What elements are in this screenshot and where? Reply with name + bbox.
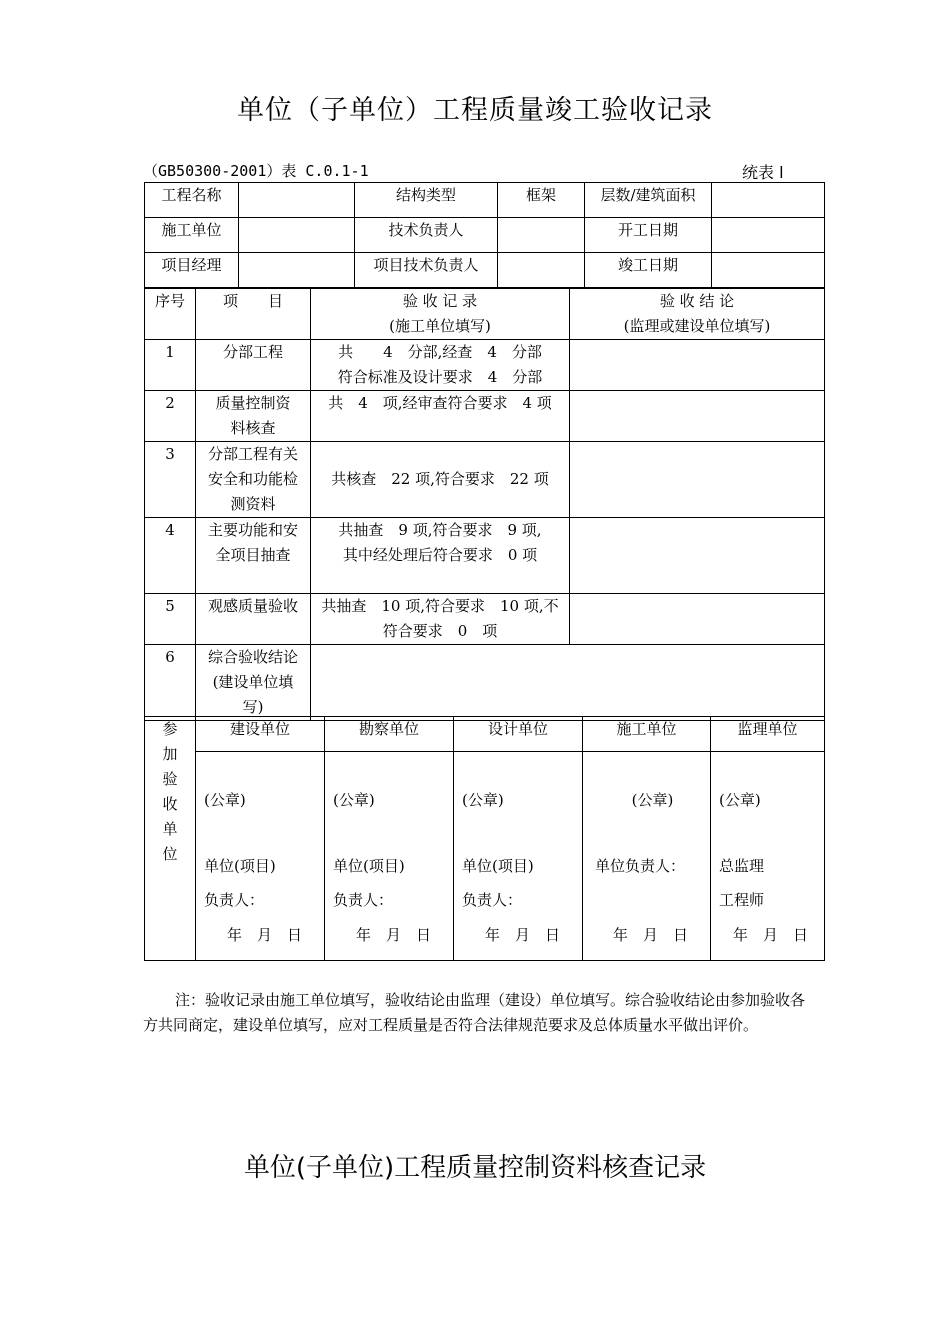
project-tech-lead-label: 项目技术负责人 xyxy=(355,253,498,288)
row-no: 5 xyxy=(145,594,196,645)
construction-unit-value[interactable] xyxy=(239,218,355,253)
tech-lead-label: 技术负责人 xyxy=(355,218,498,253)
row-no: 2 xyxy=(145,391,196,442)
date-label: 年 月 日 xyxy=(732,925,808,944)
table-row xyxy=(145,391,825,442)
person-label-2: 负责人： xyxy=(204,891,265,909)
row-record-line: 共 4 项,经审查符合要求 4 项 xyxy=(328,394,552,412)
row-no: 3 xyxy=(145,442,196,518)
table-row xyxy=(145,518,825,594)
date-label: 年 月 日 xyxy=(355,925,431,944)
floors-area-value[interactable] xyxy=(712,183,825,218)
acceptance-items-table xyxy=(144,288,825,721)
unit-owner-header: 建设单位 xyxy=(196,717,325,752)
project-tech-lead-value[interactable] xyxy=(498,253,585,288)
completion-date-label: 竣工日期 xyxy=(585,253,712,288)
row-record xyxy=(311,391,570,442)
project-manager-label: 项目经理 xyxy=(145,253,239,288)
start-date-label: 开工日期 xyxy=(585,218,712,253)
row-record-line: 符合要求 0 项 xyxy=(382,622,498,640)
col-conclusion xyxy=(570,289,825,340)
row-record-line: 共抽查 10 项,符合要求 10 项,不 xyxy=(321,597,559,615)
row-no: 4 xyxy=(145,518,196,594)
table-row xyxy=(145,594,825,645)
completion-date-value[interactable] xyxy=(712,253,825,288)
row-record xyxy=(311,594,570,645)
seal-label: (公章) xyxy=(462,791,504,809)
unit-construction-header: 施工单位 xyxy=(583,717,711,752)
row-record xyxy=(311,518,570,594)
owner-signature-cell[interactable] xyxy=(196,752,325,961)
seal-label: (公章) xyxy=(204,791,246,809)
form-series: 统表 l xyxy=(742,163,784,182)
participants-label-text: 参加验收单位 xyxy=(162,720,178,863)
tech-lead-value[interactable] xyxy=(498,218,585,253)
design-signature-cell[interactable] xyxy=(454,752,583,961)
supervisor-label-2: 工程师 xyxy=(719,891,765,909)
date-label: 年 月 日 xyxy=(484,925,560,944)
row-item: 观感质量验收 xyxy=(196,594,311,645)
project-info-table xyxy=(144,182,825,288)
overall-conclusion-cell[interactable] xyxy=(311,645,825,721)
row-item: 质量控制资料核查 xyxy=(196,391,311,442)
row-conclusion[interactable] xyxy=(570,391,825,442)
row-conclusion[interactable] xyxy=(570,442,825,518)
seal-label: (公章) xyxy=(719,791,761,809)
row-conclusion[interactable] xyxy=(570,340,825,391)
survey-signature-cell[interactable] xyxy=(325,752,454,961)
date-label: 年 月 日 xyxy=(226,925,302,944)
row-record-line: 共核查 22 项,符合要求 22 项 xyxy=(331,470,549,488)
person-label-1: 单位(项目) xyxy=(204,856,276,875)
structure-type-label: 结构类型 xyxy=(355,183,498,218)
unit-supervision-header: 监理单位 xyxy=(711,717,825,752)
unit-design-header: 设计单位 xyxy=(454,717,583,752)
construction-unit-label: 施工单位 xyxy=(145,218,239,253)
participants-label xyxy=(145,717,196,961)
row-no: 1 xyxy=(145,340,196,391)
row-no: 6 xyxy=(145,645,196,721)
person-label-2: 负责人： xyxy=(333,891,394,909)
row-record-line: 其中经处理后符合要求 0 项 xyxy=(342,546,538,564)
col-record xyxy=(311,289,570,340)
row-item: 主要功能和安全项目抽查 xyxy=(196,518,311,594)
row-conclusion[interactable] xyxy=(570,594,825,645)
project-name-label: 工程名称 xyxy=(145,183,239,218)
construction-person-label: 单位负责人： xyxy=(595,856,686,875)
unit-survey-header: 勘察单位 xyxy=(325,717,454,752)
person-label-1: 单位(项目) xyxy=(333,856,405,875)
col-conclusion-sub: (监理或建设单位填写) xyxy=(623,317,771,335)
row-item: 分部工程有关安全和功能检测资料 xyxy=(196,442,311,518)
footnote: 注：验收记录由施工单位填写，验收结论由监理（建设）单位填写。综合验收结论由参加验收各方共同商定，建设单位填写，应对工程质量是否符合法律规范要求及总体质量水平做出评价。 xyxy=(143,991,806,1034)
next-section-title: 单位(子单位)工程质量控制资料核查记录 xyxy=(243,1153,707,1183)
row-conclusion[interactable] xyxy=(570,518,825,594)
table-row xyxy=(145,340,825,391)
row-record-line: 共抽查 9 项,符合要求 9 项, xyxy=(338,521,542,539)
start-date-value[interactable] xyxy=(712,218,825,253)
participants-table xyxy=(144,716,825,961)
person-label-2: 负责人： xyxy=(462,891,523,909)
floors-area-label: 层数/建筑面积 xyxy=(585,183,712,218)
structure-type-value: 框架 xyxy=(498,183,585,218)
seal-label: (公章) xyxy=(333,791,375,809)
col-record-sub: (施工单位填写) xyxy=(389,317,491,335)
project-name-value[interactable] xyxy=(239,183,355,218)
seal-label: (公章) xyxy=(631,791,674,809)
table-row xyxy=(145,442,825,518)
table-row xyxy=(145,645,825,721)
row-item: 分部工程 xyxy=(196,340,311,391)
row-record xyxy=(311,442,570,518)
supervisor-label-1: 总监理 xyxy=(719,856,765,875)
row-record xyxy=(311,340,570,391)
supervision-signature-cell[interactable] xyxy=(711,752,825,961)
row-record-line: 共 4 分部,经查 4 分部 xyxy=(338,343,542,361)
row-item: 综合验收结论(建设单位填写) xyxy=(196,645,311,721)
date-label: 年 月 日 xyxy=(612,925,688,944)
person-label-1: 单位(项目) xyxy=(462,856,534,875)
project-manager-value[interactable] xyxy=(239,253,355,288)
row-record-line: 符合标准及设计要求 4 分部 xyxy=(337,368,543,386)
col-conclusion-title: 验 收 结 论 xyxy=(659,292,735,310)
col-seq: 序号 xyxy=(145,289,196,340)
col-record-title: 验 收 记 录 xyxy=(402,292,478,310)
form-code: （GB50300-2001）表 C.0.1-1 xyxy=(143,162,369,180)
col-item: 项 目 xyxy=(196,289,311,340)
construction-signature-cell[interactable] xyxy=(583,752,711,961)
page-title: 单位（子单位）工程质量竣工验收记录 xyxy=(237,95,713,126)
